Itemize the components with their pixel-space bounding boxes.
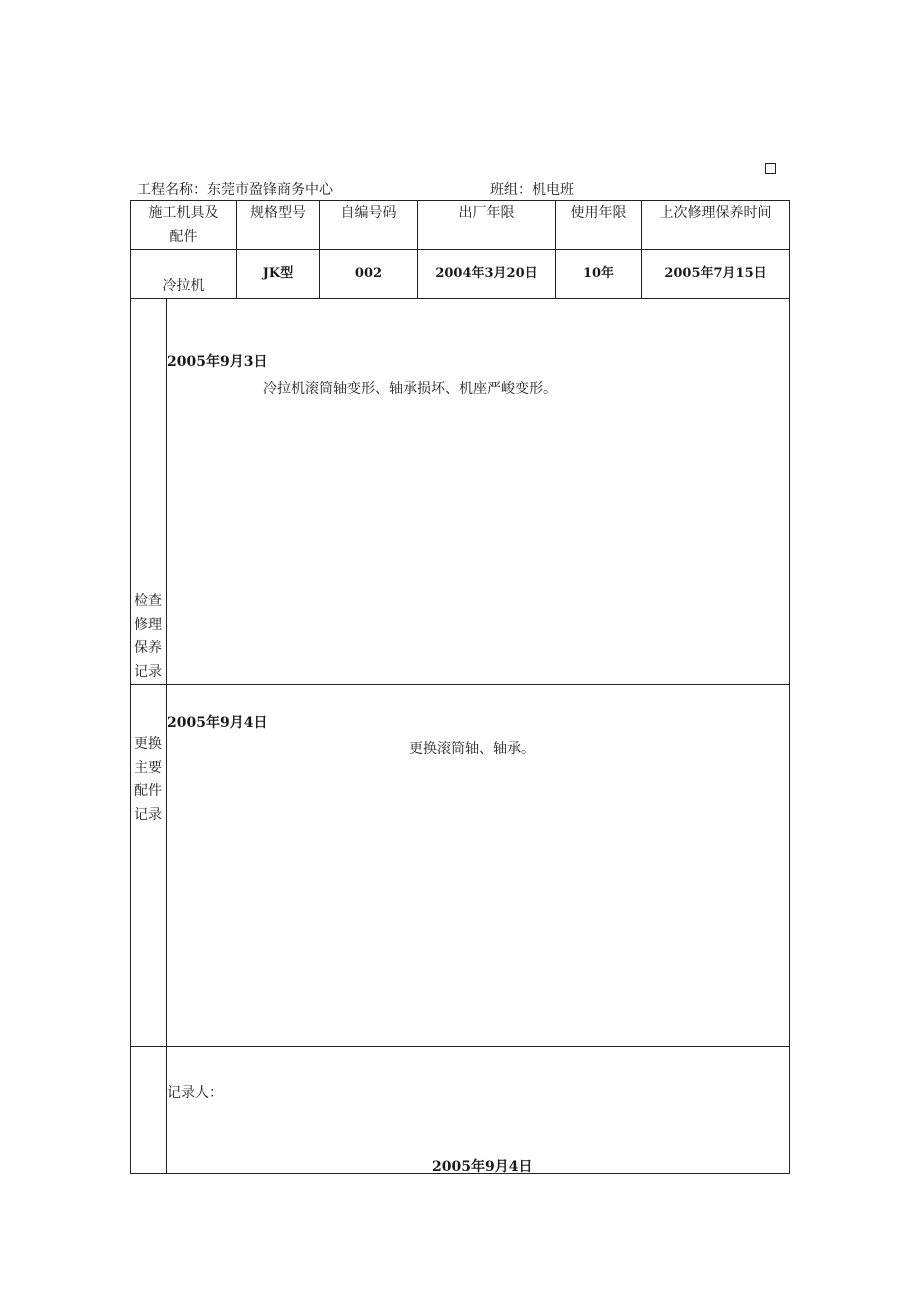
cell-model: JK型 (262, 266, 294, 281)
inspection-date: 2005年9月3日 (167, 354, 268, 370)
label-line: 保养 (134, 640, 162, 656)
column-header-service-life: 使用年限 (570, 205, 627, 221)
label-line: 记录 (134, 663, 162, 680)
column-header-line: 施工机具及 (148, 205, 219, 221)
table-rule (130, 249, 790, 250)
table-rule (130, 298, 790, 299)
project-label: 工程名称： (137, 182, 207, 198)
cell-serial: 002 (354, 266, 383, 281)
table-border-left (130, 200, 131, 1174)
cell-equipment: 冷拉机 (162, 278, 205, 294)
team-name: 机电班 (532, 182, 574, 198)
footer-date: 2005年9月4日 (432, 1159, 533, 1175)
replacement-date: 2005年9月4日 (167, 715, 268, 731)
label-line: 修理 (134, 616, 162, 633)
table-rule (130, 1046, 790, 1047)
project-name: 东莞市盈锋商务中心 (207, 182, 333, 198)
label-line: 记录 (134, 806, 162, 823)
checkbox[interactable] (765, 163, 776, 174)
column-header-manufacture: 出厂年限 (458, 205, 515, 221)
project-name-line (137, 179, 333, 199)
label-line: 主要 (134, 759, 162, 776)
label-line: 配件 (134, 783, 162, 799)
team-line (490, 179, 574, 199)
column-header-model: 规格型号 (250, 205, 306, 221)
table-border-right (789, 200, 790, 1174)
column-header-last-maintenance: 上次修理保养时间 (659, 205, 772, 221)
label-column-divider (166, 298, 167, 1174)
team-label: 班组： (490, 182, 532, 198)
column-header-line: 配件 (169, 229, 198, 245)
inspection-label (130, 590, 166, 684)
cell-last-maintenance: 2005年7月15日 (664, 266, 767, 281)
column-header-serial: 自编号码 (340, 205, 397, 221)
label-line: 更换 (134, 736, 162, 752)
cell-manufacture: 2004年3月20日 (435, 266, 538, 281)
replacement-text: 更换滚筒轴、轴承。 (409, 741, 535, 757)
table-rule (130, 684, 790, 685)
column-header-equipment (131, 201, 236, 249)
cell-service-life: 10年 (582, 266, 615, 281)
replacement-label (130, 733, 166, 827)
recorder-label: 记录人： (167, 1085, 223, 1101)
inspection-text: 冷拉机滚筒轴变形、轴承损坏、机座严峻变形。 (263, 381, 557, 397)
label-line: 检查 (134, 593, 162, 609)
